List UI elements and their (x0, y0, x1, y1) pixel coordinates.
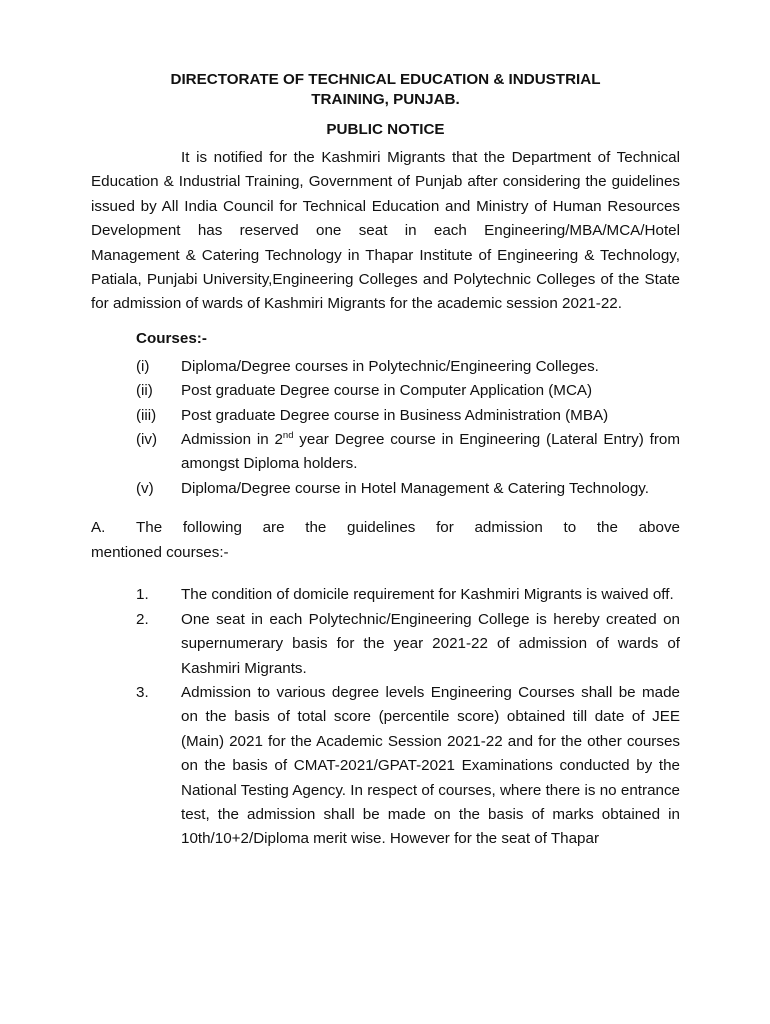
course-text: Diploma/Degree courses in Polytechnic/Engineering Colleges. (181, 357, 599, 375)
guideline-text: Admission to various degree levels Engineering Courses shall be made on the basis of total score (percentile score) obtained till date of JEE (Main) 2021 for the Academic Session 2021-22 and for the other courses on the basis of CMAT-2021/GPAT-2021 Examinations conducted by the National Testing Agency. In respect of courses, where there is no entrance test, the admission shall be made on the basis of marks obtained in 10th/10+2/Diploma merit wise. However for the seat of Thapar (181, 683, 680, 848)
course-number: (i) (136, 357, 150, 375)
course-text-before: Admission in 2 (181, 431, 283, 449)
course-text-after: year Degree course in Engineering (Lateral Entry) from amongst Diploma holders. (181, 431, 680, 473)
course-text: Post graduate Degree course in Computer Application (MCA) (181, 382, 593, 400)
course-item (91, 355, 680, 379)
section-a-line-2: mentioned courses:- (91, 543, 229, 561)
courses-list (91, 355, 680, 501)
heading-line-2: TRAINING, PUNJAB. (311, 91, 460, 108)
notice-title: PUBLIC NOTICE (326, 121, 445, 138)
course-text: Post graduate Degree course in Business Administration (MBA) (181, 406, 609, 424)
course-number: (iv) (136, 431, 158, 449)
intro-paragraph: It is notified for the Kashmiri Migrants that the Department of Technical Education & Industrial Training, Government of Punjab after considering the guidelines issued by All India Council for Technical Education and Ministry of Human Resources Development has reserved one seat in each Engineering/MBA/MCA/Hotel Management & Catering Technology in Thapar Institute of Engineering & Technology, Patiala, Punjabi University,Engineering Colleges and Polytechnic Colleges of the State for admission of wards of Kashmiri Migrants for the academic session 2021-22. (91, 149, 680, 313)
course-item (91, 477, 680, 501)
section-a-first-line (91, 516, 680, 540)
guideline-item (91, 681, 680, 852)
course-number: (iii) (136, 406, 157, 424)
course-number: (v) (136, 479, 154, 497)
guideline-item (91, 583, 680, 607)
guideline-number: 1. (136, 586, 149, 604)
section-a (91, 516, 680, 565)
guidelines-list (91, 583, 680, 851)
guideline-number: 2. (136, 610, 149, 628)
guideline-text: The condition of domicile requirement for Kashmiri Migrants is waived off. (181, 586, 674, 604)
course-text (181, 428, 680, 477)
document-page (91, 70, 680, 867)
course-item (91, 404, 680, 428)
document-heading (91, 70, 680, 110)
course-number: (ii) (136, 382, 153, 400)
course-item (91, 428, 680, 477)
ordinal-suffix: nd (282, 430, 294, 441)
section-a-line-1: The following are the guidelines for admission to the above (136, 519, 680, 537)
heading-line-1: DIRECTORATE OF TECHNICAL EDUCATION & INDUSTRIAL (170, 71, 601, 88)
section-a-label: A. (91, 519, 106, 537)
courses-title: Courses:- (136, 329, 207, 347)
course-text: Diploma/Degree course in Hotel Management & Catering Technology. (181, 479, 649, 497)
guideline-item (91, 608, 680, 681)
guideline-number: 3. (136, 683, 149, 701)
course-item (91, 379, 680, 403)
guideline-text: One seat in each Polytechnic/Engineering College is hereby created on supernumerary basis for the year 2021-22 of admission of wards of Kashmiri Migrants. (181, 610, 680, 677)
